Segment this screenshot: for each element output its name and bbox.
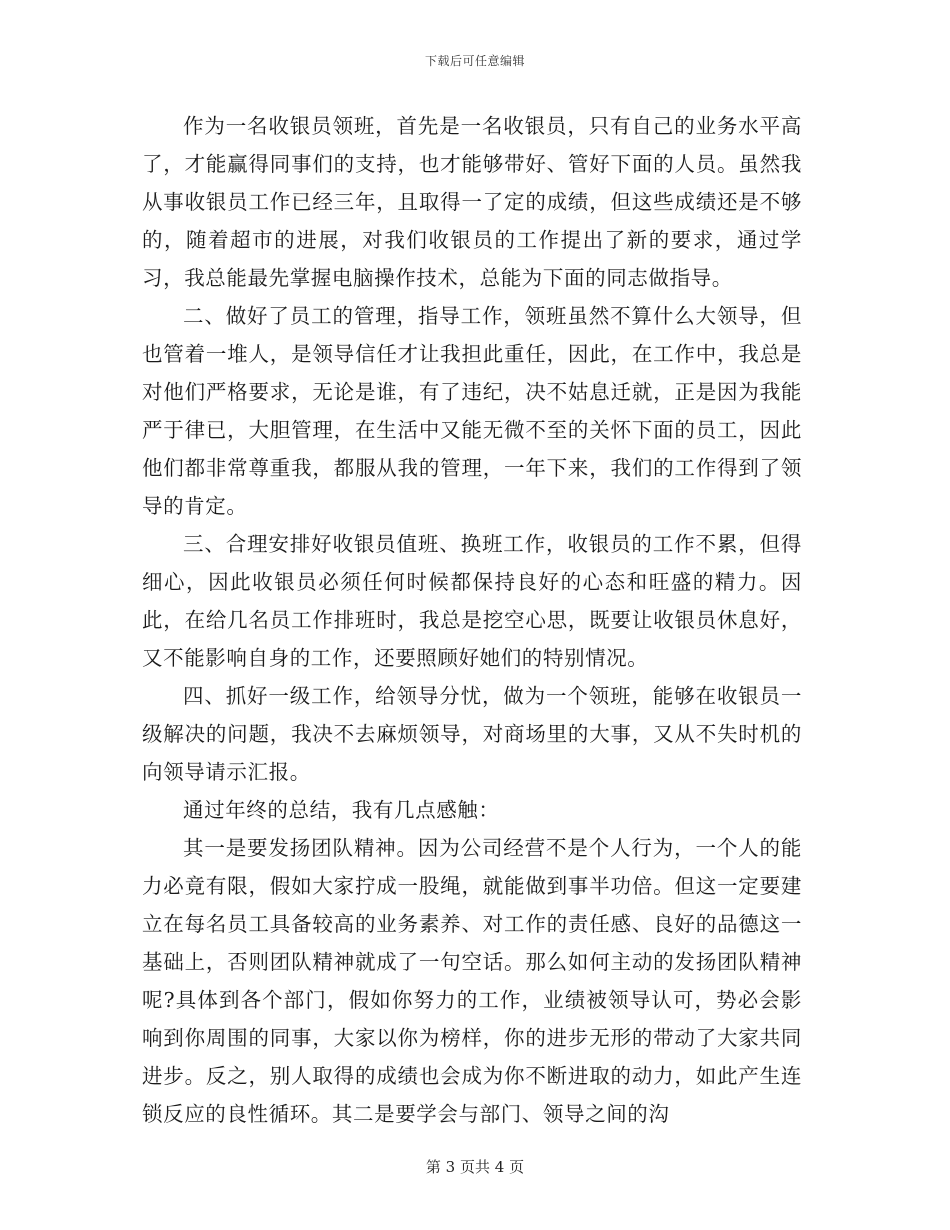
page-header: 下载后可任意编辑 — [424, 54, 525, 68]
page-footer: 第 3 页共 4 页 — [425, 1158, 525, 1176]
paragraph-4: 四、抓好一级工作，给领导分忧，做为一个领班，能够在收银员一级解决的问题，我决不去麻烦领导，对商场里的大事，又从不失时机的向领导请示汇报。 — [142, 684, 802, 784]
paragraph-2: 二、做好了员工的管理，指导工作，领班虽然不算什么大领导，但也管着一堆人，是领导信任才让我担此重任，因此，在工作中，我总是对他们严格要求，无论是谁，有了违纪，决不姑息迁就，正是因为我能严于律已，大胆管理，在生活中又能无微不至的关怀下面的员工，因此他们都非常尊重我，都服从我的管理，一年下来，我们的工作得到了领导的肯定。 — [142, 304, 802, 518]
paragraph-5: 通过年终的总结，我有几点感触： — [183, 798, 500, 822]
document-body — [142, 107, 802, 1133]
paragraph-1: 作为一名收银员领班，首先是一名收银员，只有自己的业务水平高了，才能赢得同事们的支持，也才能够带好、管好下面的人员。虽然我从事收银员工作已经三年，且取得一了定的成绩，但这些成绩还是不够的，随着超市的进展，对我们收银员的工作提出了新的要求，通过学习，我总能最先掌握电脑操作技术，总能为下面的同志做指导。 — [142, 114, 802, 290]
paragraph-6: 其一是要发扬团队精神。因为公司经营不是个人行为，一个人的能力必竟有限，假如大家拧成一股绳，就能做到事半功倍。但这一定要建立在每名员工具备较高的业务素养、对工作的责任感、良好的品德这一基础上，否则团队精神就成了一句空话。那么如何主动的发扬团队精神呢?具体到各个部门，假如你努力的工作，业绩被领导认可，势必会影响到你周围的同事，大家以你为榜样，你的进步无形的带动了大家共同进步。反之，别人取得的成绩也会成为你不断进取的动力，如此产生连锁反应的良性循环。其二是要学会与部门、领导之间的沟 — [142, 836, 802, 1126]
paragraph-3: 三、合理安排好收银员值班、换班工作，收银员的工作不累，但得细心，因此收银员必须任何时候都保持良好的心态和旺盛的精力。因此，在给几名员工作排班时，我总是挖空心思，既要让收银员休息好，又不能影响自身的工作，还要照顾好她们的特别情况。 — [142, 532, 802, 670]
